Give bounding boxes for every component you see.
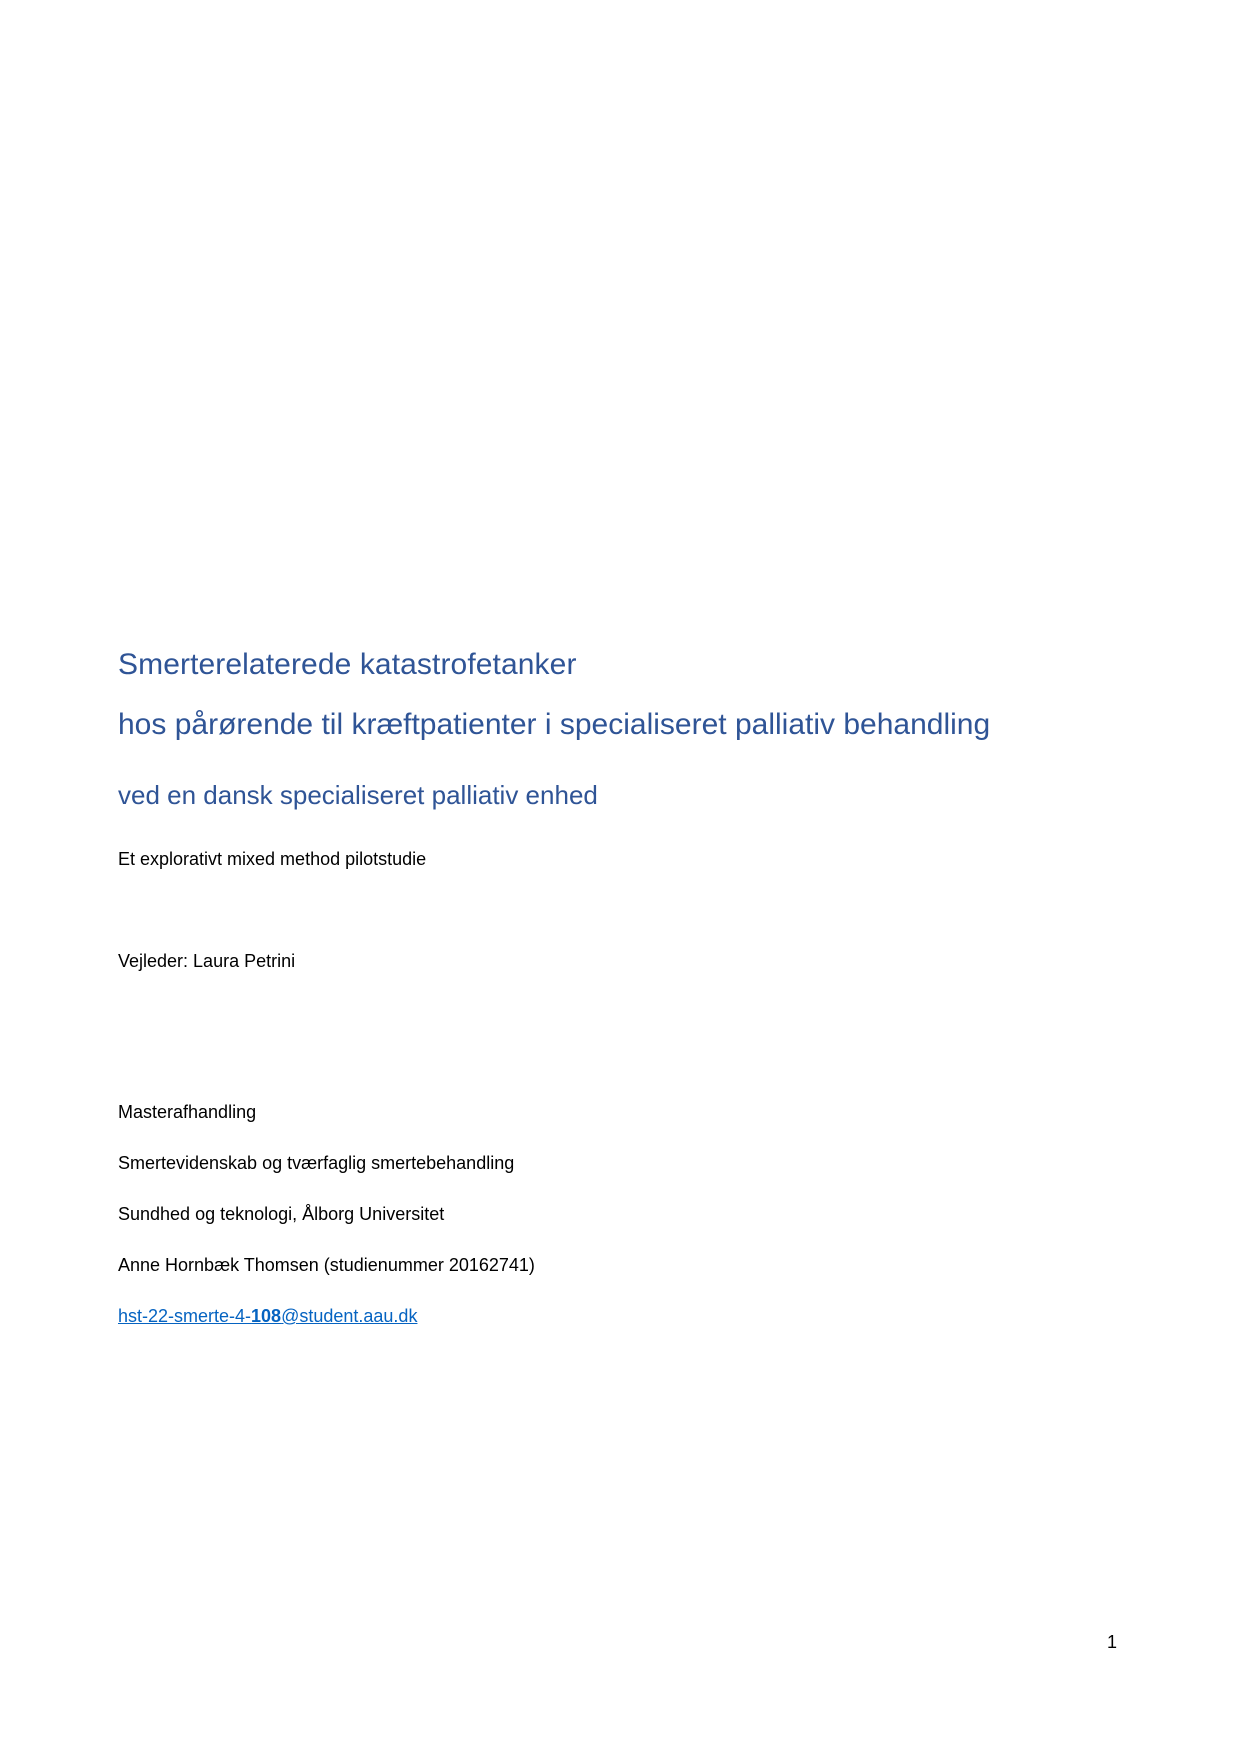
supervisor: Vejleder: Laura Petrini	[118, 951, 296, 971]
title-line-1: Smerterelaterede katastrofetanker	[118, 648, 577, 681]
email-suffix: @student.aau.dk	[281, 1306, 418, 1326]
subtitle: Et explorativt mixed method pilotstudie	[118, 849, 427, 869]
title-line-2: hos pårørende til kræftpatienter i specialiseret palliativ behandling	[118, 708, 991, 741]
page-number: 1	[1107, 1632, 1118, 1652]
email-link[interactable]	[118, 1306, 417, 1327]
title-line-3: ved en dansk specialiseret palliativ enhed	[118, 780, 598, 810]
author: Anne Hornbæk Thomsen (studienummer 20162741)	[118, 1255, 535, 1275]
study-program: Smertevidenskab og tværfaglig smertebehandling	[118, 1153, 515, 1173]
email-bold-part: 108	[251, 1306, 282, 1326]
thesis-type: Masterafhandling	[118, 1102, 257, 1122]
email-prefix: hst-22-smerte-4-	[118, 1306, 252, 1326]
faculty-university: Sundhed og teknologi, Ålborg Universitet	[118, 1204, 445, 1224]
